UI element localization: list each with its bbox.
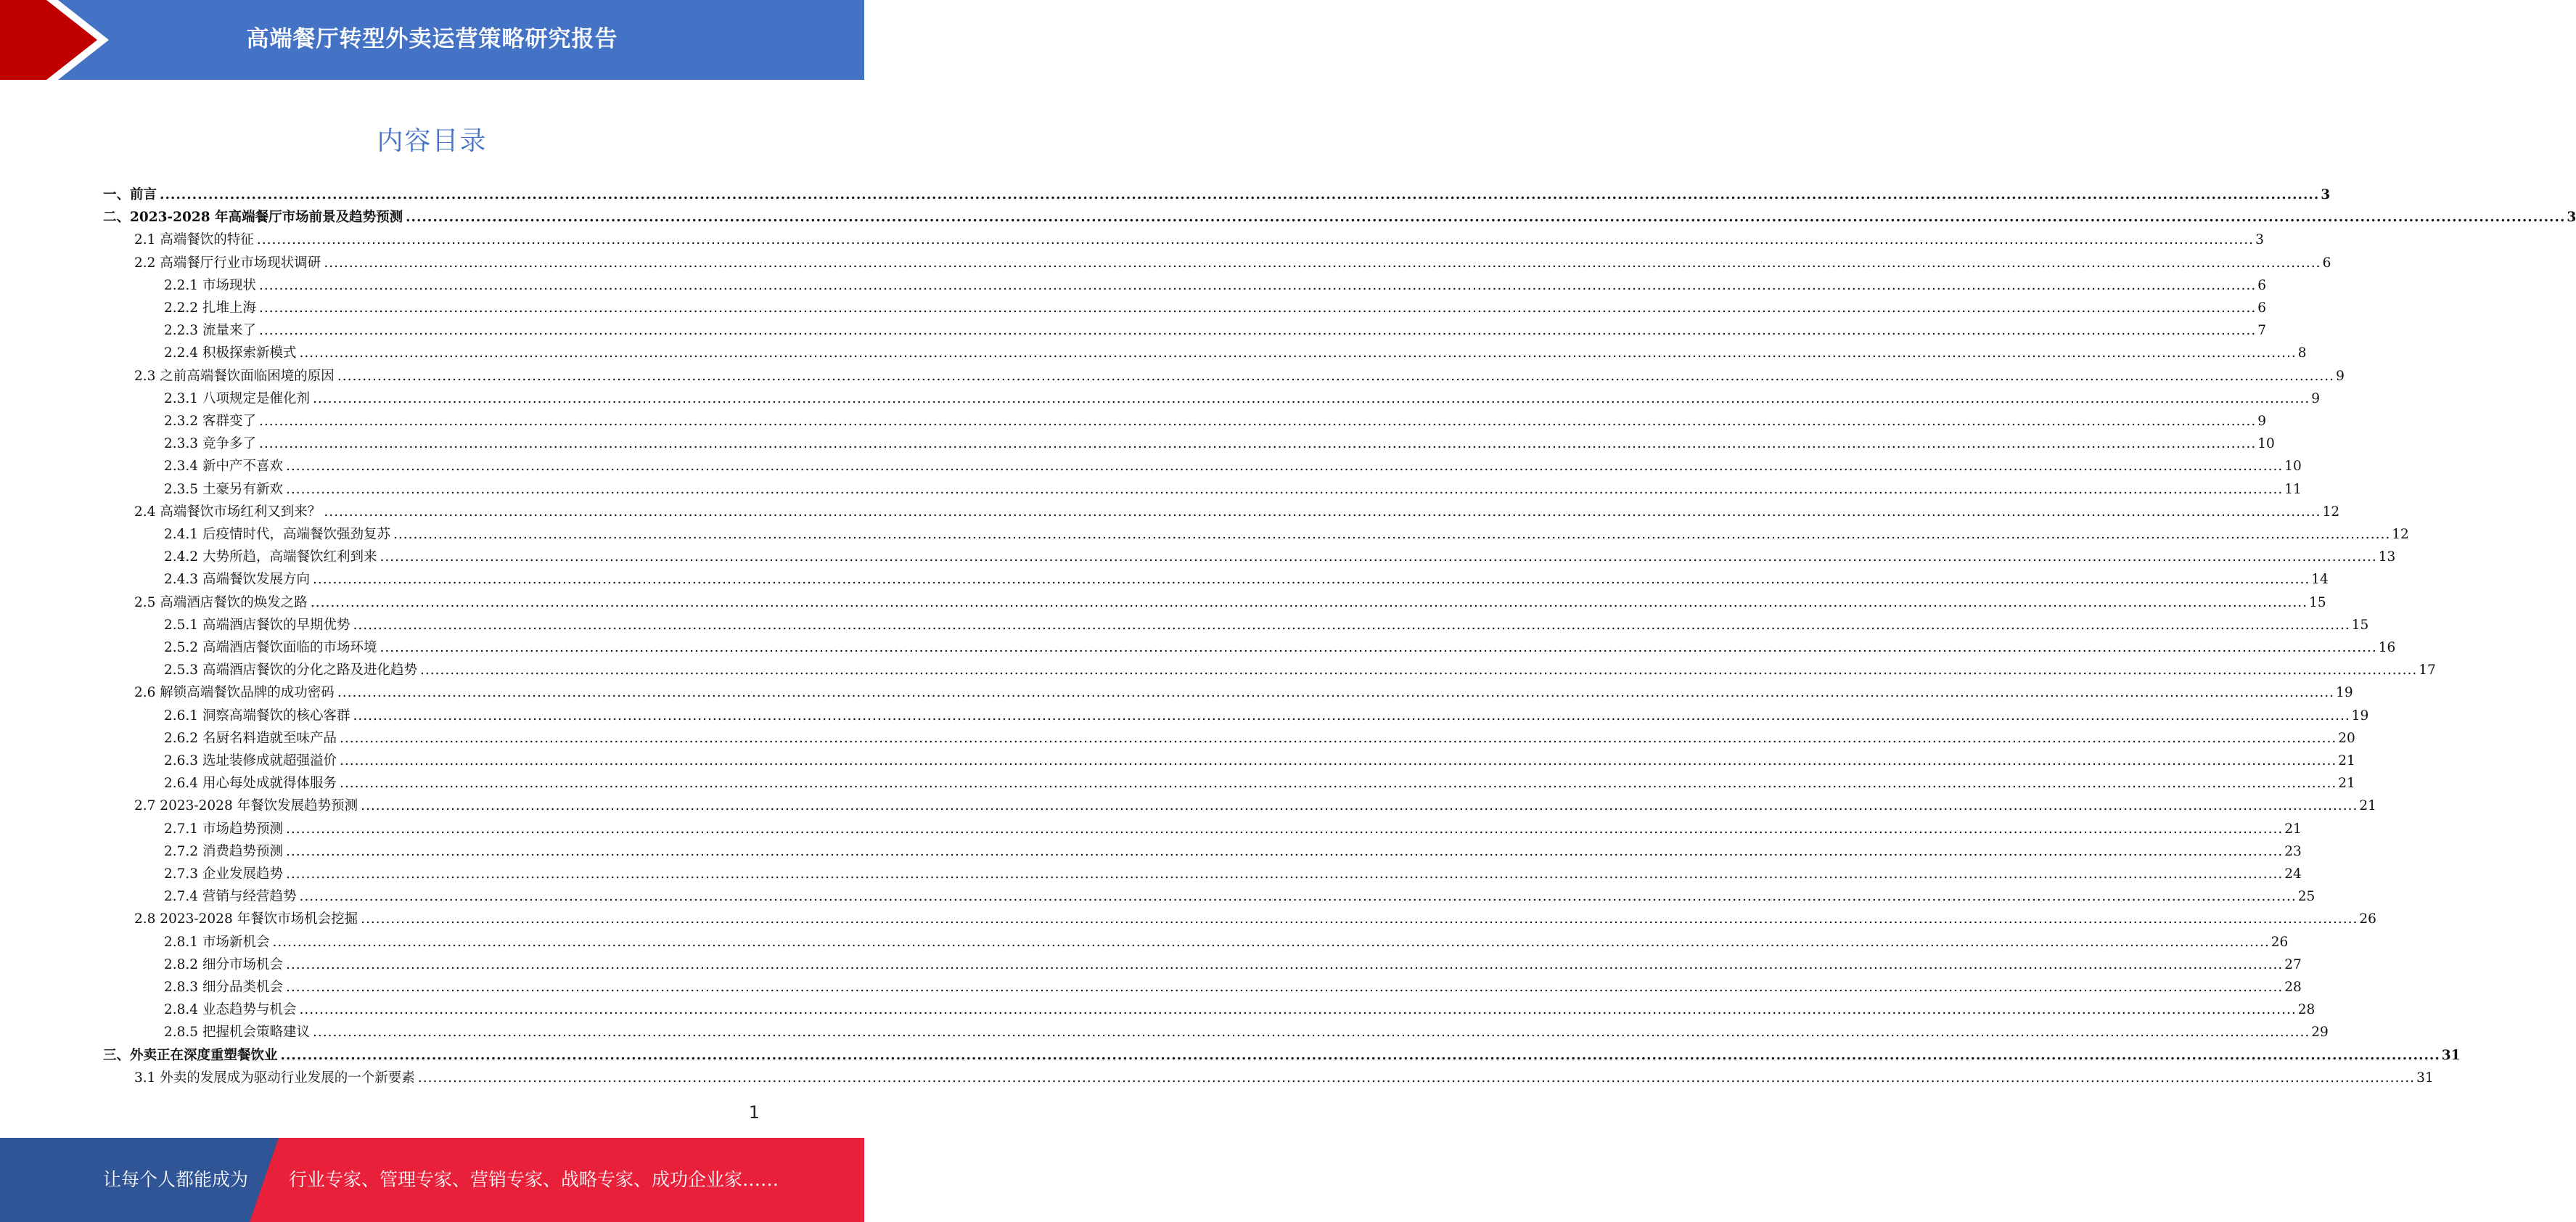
- toc-dot-leader: ................................................................................................................................................................................................................................................................................................................................................................................................................: [353, 708, 2350, 723]
- toc-dot-leader: ................................................................................................................................................................................................................................................................................................................................................................................................................: [285, 821, 2284, 837]
- toc-entry-label: 2.4.2 大势所趋，高端餐饮红利到来: [164, 549, 377, 565]
- toc-entry[interactable]: [164, 705, 2369, 727]
- toc-dot-leader: ................................................................................................................................................................................................................................................................................................................................................................................................................: [258, 300, 2257, 316]
- footer-band: [0, 1138, 864, 1222]
- toc-entry[interactable]: [164, 387, 2320, 410]
- toc-entry-page: 26: [2271, 934, 2289, 950]
- toc-entry-page: 31: [2441, 1047, 2461, 1063]
- toc-dot-leader: ................................................................................................................................................................................................................................................................................................................................................................................................................: [406, 210, 2566, 226]
- toc-entry-page: 12: [2322, 504, 2340, 520]
- toc-entry-page: 20: [2338, 730, 2355, 746]
- toc-entry[interactable]: [164, 342, 2307, 364]
- toc-entry-page: 26: [2359, 911, 2376, 927]
- toc-entry-label: 2.7.3 企业发展趋势: [164, 866, 283, 882]
- toc-entry-label: 2.8.5 把握机会策略建议: [164, 1025, 310, 1041]
- toc-dot-leader: ................................................................................................................................................................................................................................................................................................................................................................................................................: [324, 504, 2321, 520]
- toc-entry-label: 三、外卖正在深度重塑餐饮业: [103, 1047, 278, 1063]
- toc-entry[interactable]: [103, 1044, 2461, 1067]
- toc-entry[interactable]: [134, 591, 2326, 614]
- toc-entry-page: 8: [2297, 345, 2307, 361]
- toc-entry-label: 2.6.2 名厨名料造就至味产品: [164, 730, 337, 746]
- toc-dot-leader: ................................................................................................................................................................................................................................................................................................................................................................................................................: [272, 934, 2270, 950]
- toc-entry[interactable]: [164, 319, 2266, 342]
- toc-dot-leader: ................................................................................................................................................................................................................................................................................................................................................................................................................: [312, 572, 2310, 588]
- toc-entry[interactable]: [134, 795, 2376, 817]
- toc-entry-label: 2.2.1 市场现状: [164, 277, 256, 293]
- toc-entry-label: 2.6 解锁高端餐饮品牌的成功密码: [134, 685, 335, 701]
- toc-entry-label: 2.4 高端餐饮市场红利又到来？: [134, 504, 321, 520]
- toc-entry-page: 9: [2311, 390, 2320, 406]
- toc-entry-label: 2.3.5 土豪另有新欢: [164, 481, 283, 497]
- toc-entry-label: 2.4.3 高端餐饮发展方向: [164, 572, 310, 588]
- toc-dot-leader: ................................................................................................................................................................................................................................................................................................................................................................................................................: [299, 1002, 2297, 1018]
- toc-entry-label: 2.8.2 细分市场机会: [164, 956, 283, 972]
- toc-entry-page: 13: [2378, 549, 2396, 565]
- toc-entry[interactable]: [164, 772, 2355, 795]
- toc-entry-label: 2.8.1 市场新机会: [164, 934, 270, 950]
- toc-entry[interactable]: [103, 206, 2576, 229]
- toc-entry[interactable]: [164, 636, 2396, 659]
- toc-entry[interactable]: [164, 478, 2302, 501]
- toc-entry-page: 6: [2257, 277, 2266, 293]
- toc-dot-leader: ................................................................................................................................................................................................................................................................................................................................................................................................................: [258, 323, 2257, 339]
- toc-dot-leader: ................................................................................................................................................................................................................................................................................................................................................................................................................: [380, 640, 2377, 655]
- toc-entry-label: 2.3 之前高端餐饮面临困境的原因: [134, 368, 335, 384]
- toc-dot-leader: ................................................................................................................................................................................................................................................................................................................................................................................................................: [380, 549, 2377, 565]
- toc-entry-page: 24: [2284, 866, 2302, 882]
- toc-entry-label: 一、前言: [103, 187, 157, 202]
- toc-entry[interactable]: [134, 229, 2264, 251]
- toc-entry-page: 29: [2311, 1025, 2329, 1041]
- toc-entry-label: 2.7 2023-2028 年餐饮发展趋势预测: [134, 798, 358, 814]
- toc-dot-leader: ................................................................................................................................................................................................................................................................................................................................................................................................................: [312, 390, 2310, 406]
- toc-entry-label: 2.3.4 新中产不喜欢: [164, 459, 283, 475]
- toc-entry-label: 2.2.2 扎堆上海: [164, 300, 256, 316]
- toc-entry-page: 9: [2336, 368, 2345, 384]
- toc-entry-page: 23: [2284, 843, 2302, 859]
- toc-entry-label: 2.7.1 市场趋势预测: [164, 821, 283, 837]
- toc-entry-label: 2.3.3 竞争多了: [164, 436, 256, 452]
- toc-dot-leader: ................................................................................................................................................................................................................................................................................................................................................................................................................: [299, 889, 2297, 905]
- toc-entry-page: 27: [2284, 956, 2302, 972]
- toc-entry-page: 3: [2567, 210, 2576, 226]
- toc-entry[interactable]: [134, 252, 2331, 274]
- toc-entry[interactable]: [164, 931, 2289, 954]
- toc-entry-page: 9: [2257, 414, 2266, 429]
- toc-dot-leader: ................................................................................................................................................................................................................................................................................................................................................................................................................: [285, 843, 2284, 859]
- toc-entry-label: 2.8 2023-2028 年餐饮市场机会挖掘: [134, 911, 358, 927]
- toc-dot-leader: ................................................................................................................................................................................................................................................................................................................................................................................................................: [339, 753, 2337, 768]
- toc-dot-leader: ................................................................................................................................................................................................................................................................................................................................................................................................................: [337, 368, 2335, 384]
- toc-dot-leader: ................................................................................................................................................................................................................................................................................................................................................................................................................: [280, 1047, 2440, 1063]
- toc-entry[interactable]: [164, 455, 2302, 477]
- toc-entry-page: 19: [2336, 685, 2353, 701]
- toc-entry-page: 25: [2297, 889, 2315, 905]
- toc-entry-label: 2.6.1 洞察高端餐饮的核心客群: [164, 708, 350, 723]
- toc-entry[interactable]: [164, 432, 2275, 455]
- toc-entry[interactable]: [164, 750, 2355, 772]
- toc-dot-leader: ................................................................................................................................................................................................................................................................................................................................................................................................................: [258, 414, 2257, 429]
- toc-entry-page: 7: [2257, 323, 2266, 339]
- toc-entry-label: 2.8.3 细分品类机会: [164, 980, 283, 995]
- toc-entry-label: 2.3.2 客群变了: [164, 414, 256, 429]
- toc-entry[interactable]: [164, 863, 2302, 885]
- toc-entry-page: 16: [2378, 640, 2396, 655]
- toc-entry[interactable]: [164, 840, 2302, 863]
- toc-entry-page: 3: [2255, 232, 2264, 248]
- toc-entry[interactable]: [164, 727, 2355, 750]
- toc-entry-page: 28: [2297, 1002, 2315, 1018]
- toc-dot-leader: ................................................................................................................................................................................................................................................................................................................................................................................................................: [256, 232, 2255, 248]
- toc-entry[interactable]: [134, 365, 2345, 387]
- toc-dot-leader: ................................................................................................................................................................................................................................................................................................................................................................................................................: [339, 730, 2337, 746]
- toc-entry-label: 2.5 高端酒店餐饮的焕发之路: [134, 594, 308, 610]
- toc-dot-leader: ................................................................................................................................................................................................................................................................................................................................................................................................................: [339, 776, 2337, 792]
- toc-dot-leader: ................................................................................................................................................................................................................................................................................................................................................................................................................: [299, 345, 2297, 361]
- toc-dot-leader: ................................................................................................................................................................................................................................................................................................................................................................................................................: [285, 956, 2284, 972]
- toc-dot-leader: ................................................................................................................................................................................................................................................................................................................................................................................................................: [353, 617, 2350, 633]
- toc-entry-label: 2.7.2 消费趋势预测: [164, 843, 283, 859]
- toc-entry-page: 31: [2416, 1070, 2434, 1086]
- toc-entry-label: 2.5.2 高端酒店餐饮面临的市场环境: [164, 640, 377, 655]
- toc-entry-label: 二、2023-2028 年高端餐厅市场前景及趋势预测: [103, 210, 403, 226]
- toc-entry-page: 14: [2311, 572, 2329, 588]
- toc-entry-label: 2.2.4 积极探索新模式: [164, 345, 297, 361]
- report-title: 高端餐厅转型外卖运营策略研究报告: [246, 26, 618, 52]
- toc-entry[interactable]: [134, 501, 2340, 523]
- toc-entry-label: 2.1 高端餐饮的特征: [134, 232, 254, 248]
- toc-entry-page: 10: [2257, 436, 2275, 452]
- toc-entry[interactable]: [164, 297, 2266, 319]
- toc-entry[interactable]: [164, 1021, 2329, 1043]
- footer-slogan-left: 让每个人都能成为: [103, 1169, 249, 1190]
- toc-dot-leader: ................................................................................................................................................................................................................................................................................................................................................................................................................: [285, 459, 2284, 475]
- toc-entry[interactable]: [134, 908, 2376, 930]
- toc-entry-page: 28: [2284, 980, 2302, 995]
- toc-entry-label: 2.6.4 用心每处成就得体服务: [164, 776, 337, 792]
- toc-entry-page: 15: [2351, 617, 2369, 633]
- toc-entry-label: 3.1 外卖的发展成为驱动行业发展的一个新要素: [134, 1070, 415, 1086]
- toc-entry-page: 21: [2338, 753, 2355, 768]
- toc-entry[interactable]: [164, 523, 2409, 546]
- toc-entry-label: 2.2 高端餐厅行业市场现状调研: [134, 255, 321, 271]
- footer-slogan-right: 行业专家、管理专家、营销专家、战略专家、成功企业家……: [289, 1169, 779, 1190]
- toc-dot-leader: ................................................................................................................................................................................................................................................................................................................................................................................................................: [285, 866, 2284, 882]
- toc-entry[interactable]: [164, 998, 2315, 1021]
- toc-entry[interactable]: [164, 614, 2369, 636]
- toc-entry-page: 21: [2359, 798, 2376, 814]
- toc-entry-page: 21: [2284, 821, 2302, 837]
- toc-dot-leader: ................................................................................................................................................................................................................................................................................................................................................................................................................: [417, 1070, 2416, 1086]
- toc-entry-label: 2.8.4 业态趋势与机会: [164, 1002, 297, 1018]
- toc-entry[interactable]: [134, 1067, 2434, 1089]
- toc-entry[interactable]: [164, 659, 2436, 681]
- toc-entry-label: 2.2.3 流量来了: [164, 323, 256, 339]
- toc-entry[interactable]: [164, 885, 2315, 908]
- toc-dot-leader: ................................................................................................................................................................................................................................................................................................................................................................................................................: [361, 798, 2358, 814]
- toc-dot-leader: ................................................................................................................................................................................................................................................................................................................................................................................................................: [419, 663, 2418, 678]
- page-title: 内容目录: [377, 126, 488, 156]
- toc-dot-leader: ................................................................................................................................................................................................................................................................................................................................................................................................................: [393, 527, 2391, 542]
- toc-entry-label: 2.7.4 营销与经营趋势: [164, 889, 297, 905]
- toc-entry-label: 2.3.1 八项规定是催化剂: [164, 390, 310, 406]
- toc-entry-page: 6: [2257, 300, 2266, 316]
- toc-entry-page: 12: [2392, 527, 2409, 542]
- toc-entry-page: 11: [2284, 481, 2302, 497]
- toc-entry[interactable]: [164, 568, 2329, 591]
- toc-entry-label: 2.4.1 后疫情时代，高端餐饮强劲复苏: [164, 527, 390, 542]
- toc-entry-page: 6: [2322, 255, 2331, 271]
- toc-dot-leader: ................................................................................................................................................................................................................................................................................................................................................................................................................: [160, 187, 2320, 202]
- toc-entry[interactable]: [164, 954, 2302, 976]
- toc-dot-leader: ................................................................................................................................................................................................................................................................................................................................................................................................................: [310, 594, 2308, 610]
- toc-dot-leader: ................................................................................................................................................................................................................................................................................................................................................................................................................: [324, 255, 2321, 271]
- toc-entry[interactable]: [164, 274, 2266, 297]
- toc-entry[interactable]: [134, 681, 2353, 704]
- toc-entry-page: 15: [2309, 594, 2326, 610]
- toc-entry-page: 17: [2419, 663, 2436, 678]
- toc-entry-page: 10: [2284, 459, 2302, 475]
- toc-dot-leader: ................................................................................................................................................................................................................................................................................................................................................................................................................: [337, 685, 2335, 701]
- toc-entry-label: 2.6.3 选址装修成就超强溢价: [164, 753, 337, 768]
- toc-entry-page: 3: [2321, 187, 2331, 202]
- toc-dot-leader: ................................................................................................................................................................................................................................................................................................................................................................................................................: [361, 911, 2358, 927]
- toc-entry[interactable]: [103, 184, 2331, 206]
- toc-dot-leader: ................................................................................................................................................................................................................................................................................................................................................................................................................: [312, 1025, 2310, 1041]
- page-number: 1: [748, 1102, 760, 1123]
- toc-entry-page: 21: [2338, 776, 2355, 792]
- toc-dot-leader: ................................................................................................................................................................................................................................................................................................................................................................................................................: [258, 277, 2257, 293]
- toc-entry[interactable]: [164, 410, 2266, 432]
- toc-entry-label: 2.5.3 高端酒店餐饮的分化之路及进化趋势: [164, 663, 417, 678]
- header-band: [0, 0, 864, 80]
- toc-entry[interactable]: [164, 818, 2302, 840]
- toc-dot-leader: ................................................................................................................................................................................................................................................................................................................................................................................................................: [285, 980, 2284, 995]
- toc-entry-page: 19: [2351, 708, 2369, 723]
- toc-dot-leader: ................................................................................................................................................................................................................................................................................................................................................................................................................: [285, 481, 2284, 497]
- toc-entry[interactable]: [164, 976, 2302, 998]
- toc-entry[interactable]: [164, 546, 2396, 568]
- toc-entry-label: 2.5.1 高端酒店餐饮的早期优势: [164, 617, 350, 633]
- toc-dot-leader: ................................................................................................................................................................................................................................................................................................................................................................................................................: [258, 436, 2257, 452]
